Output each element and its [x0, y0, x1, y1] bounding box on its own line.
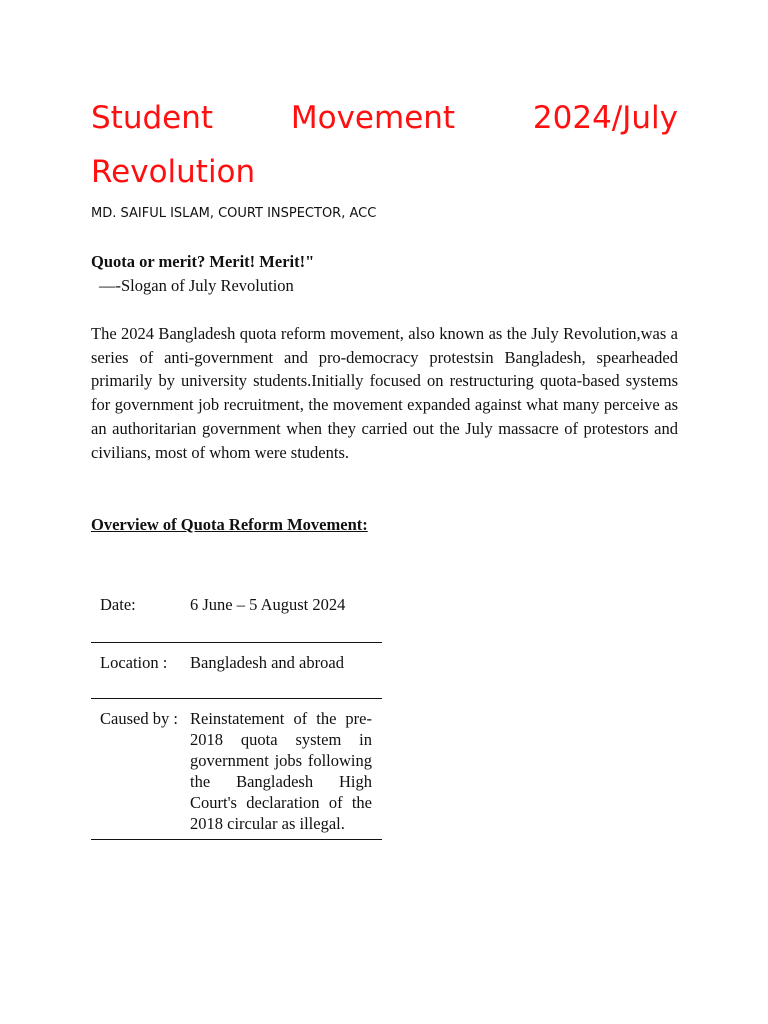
title-word-2: Movement — [290, 100, 456, 136]
body-paragraph: The 2024 Bangladesh quota reform movement, also known as the July Revolution,was a series of anti-government and pro-democracy protestsin Bangladesh, spearheaded primarily by university students.Initially focused on restructuring quota-based systems for government job recruitment, the movement expanded against what many perceive as an authoritarian government when they carried out the July massacre of protestors and civilians, most of whom were students. — [91, 324, 678, 462]
author-line: MD. SAIFUL ISLAM, COURT INSPECTOR, ACC — [91, 206, 377, 221]
table-row — [91, 585, 382, 643]
table-value: Reinstatement of the pre-2018 quota system in government jobs following the Bangladesh High Court's declaration of the 2018 circular as illegal. — [190, 709, 372, 833]
table-label: Caused by : — [100, 709, 178, 728]
table-label: Location : — [100, 653, 168, 672]
overview-heading: Overview of Quota Reform Movement: — [91, 515, 368, 534]
document-title-line1 — [91, 91, 678, 145]
table-value: Bangladesh and abroad — [190, 653, 344, 672]
title-word-1: Student — [91, 100, 214, 136]
overview-table — [91, 585, 382, 840]
title-word-3: 2024/July — [532, 100, 678, 136]
table-row — [91, 699, 382, 840]
document-title-line2: Revolution — [91, 154, 256, 190]
table-label: Date: — [100, 595, 136, 614]
table-row — [91, 643, 382, 699]
slogan-quote: Quota or merit? Merit! Merit!" — [91, 252, 315, 271]
table-value: 6 June – 5 August 2024 — [190, 595, 346, 614]
slogan-source: —-Slogan of July Revolution — [99, 276, 294, 295]
